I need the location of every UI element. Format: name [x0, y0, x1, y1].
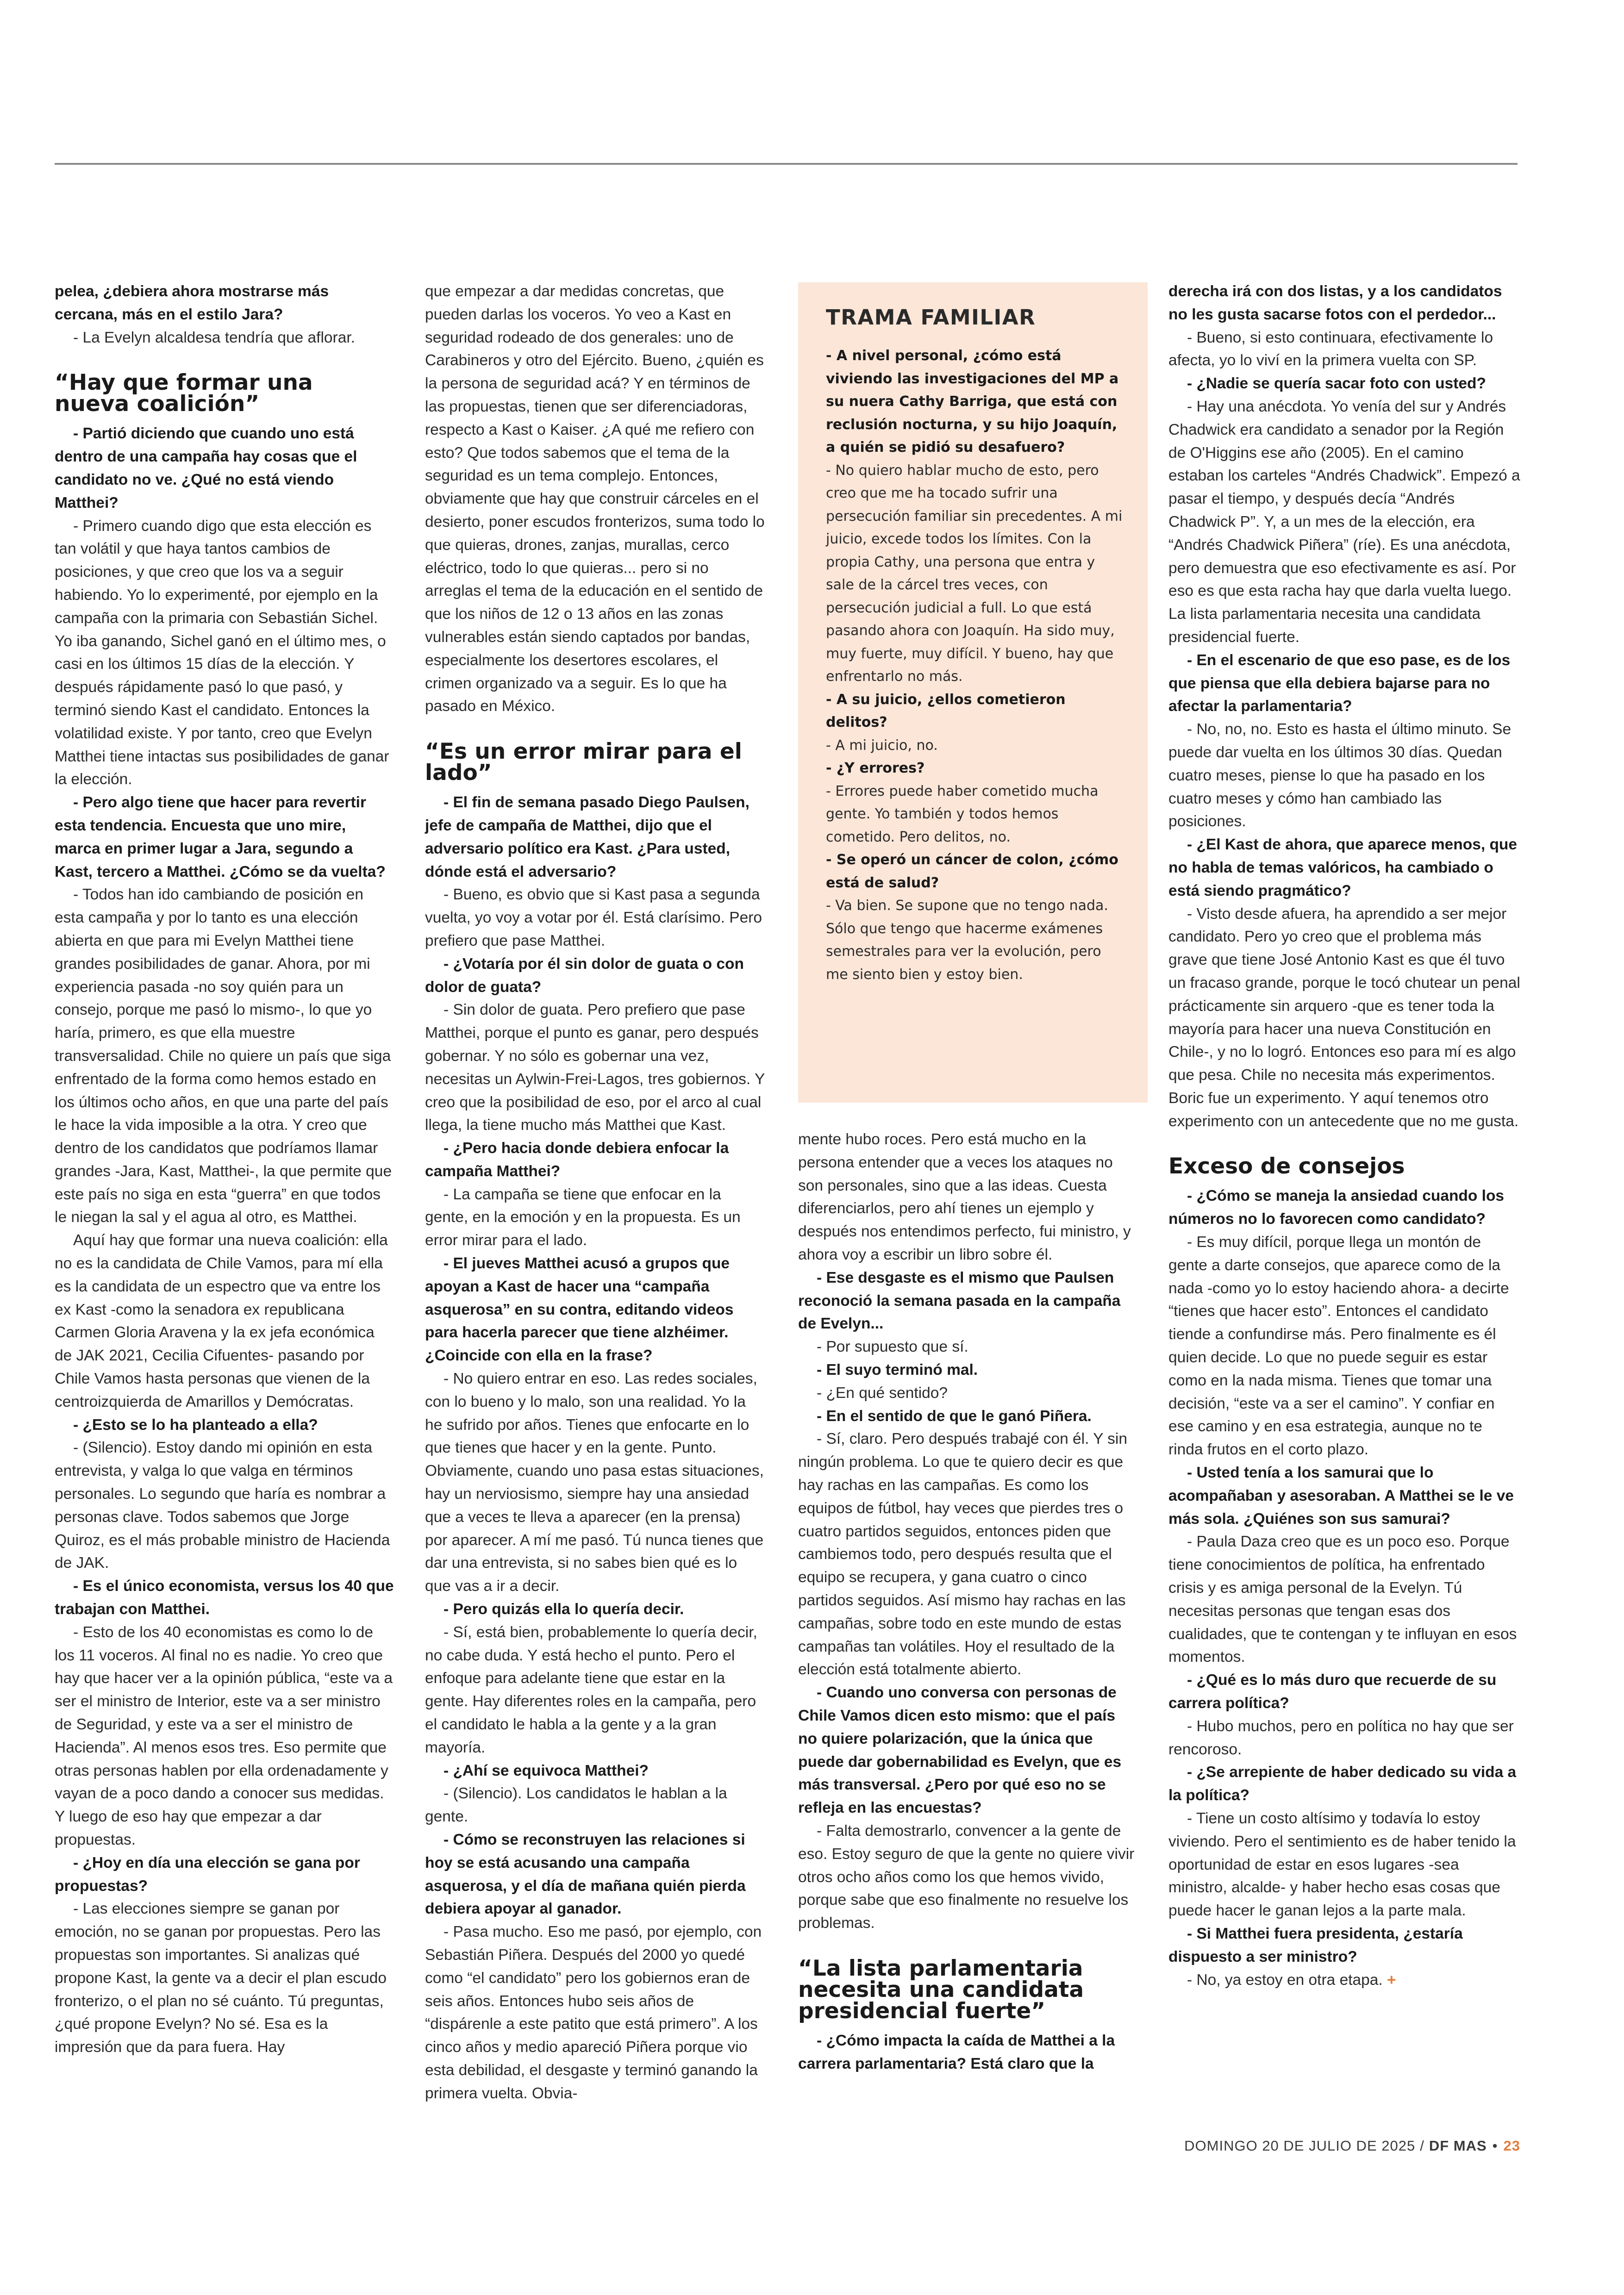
question: - Ese desgaste es el mismo que Paulsen reconoció la semana pasada en la campaña de Evelyn... [798, 1269, 1121, 1333]
answer: - Por supuesto que sí. [817, 1338, 968, 1356]
answer: - Primero cuando digo que esta elección es tan volátil y que haya tantos cambios de posiciones, y que creo que los va a seguir habiendo. Yo lo experimenté, por ejemplo en la campaña con la primaria con Sebastián Sichel. Yo iba ganando, Sichel ganó en el último mes, o casi en los últimos 15 días de la elección. Y después rápidamente pasó lo que pasó, y terminó siendo Kast el candidato. Entonces la volatilidad existe. Y por tanto, creo que Evelyn Matthei tiene intactas sus posibilidades de ganar la elección. [55, 517, 389, 788]
footer-date: DOMINGO 20 DE JULIO DE 2025 [1184, 2138, 1416, 2154]
question: - ¿Y errores? [826, 760, 925, 776]
answer: - Errores puede haber cometido mucha gente. Yo también y todos hemos cometido. Pero delitos, no. [826, 783, 1099, 845]
question: - Partió diciendo que cuando uno está dentro de una campaña hay cosas que el candidato no ve. ¿Qué no está viendo Matthei? [55, 425, 357, 511]
question: - El suyo terminó mal. [817, 1361, 978, 1378]
question: - A su juicio, ¿ellos cometieron delitos? [826, 691, 1066, 730]
question: - Si Matthei fuera presidenta, ¿estaría dispuesto a ser ministro? [1168, 1925, 1463, 1965]
sidebar-body [826, 344, 1127, 986]
answer: - Bueno, es obvio que si Kast pasa a segunda vuelta, yo voy a votar por él. Está clarísimo. Pero prefiero que pase Matthei. [425, 886, 762, 949]
column-4 [1168, 280, 1520, 1991]
column-1 [55, 280, 395, 2059]
question: - Se operó un cáncer de colon, ¿cómo está de salud? [826, 852, 1118, 891]
answer: - Tiene un costo altísimo y todavía lo estoy viviendo. Pero el sentimiento es de haber tenido la oportunidad de estar en esos lugares -sea ministro, alcalde- y haber hecho esas cosas que puede hacer le ganan lejos a la parte mala. [1168, 1810, 1516, 1920]
section-heading: “Hay que formar una nueva coalición” [55, 370, 313, 417]
answer: - Sí, está bien, probablemente lo quería decir, no cabe duda. Y está hecho el punto. Pero el enfoque para adelante tiene que estar en la gente. Hay diferentes roles en la campaña, pero el candidato le habla a la gente y a la gran mayoría. [425, 1623, 757, 1756]
question: - ¿Qué es lo más duro que recuerde de su carrera política? [1168, 1671, 1497, 1712]
sidebar-trama-familiar [798, 282, 1148, 1103]
question: - El fin de semana pasado Diego Paulsen, jefe de campaña de Matthei, dijo que el adversario político era Kast. ¿Para usted, dónde está el adversario? [425, 794, 750, 880]
answer: - Paula Daza creo que es un poco eso. Porque tiene conocimientos de política, ha enfrentado crisis y es amiga personal de la Evelyn. Tú necesitas personas que tengan esas dos cualidades, que te contengan y te influyan en esos momentos. [1168, 1533, 1517, 1666]
answer: - Sí, claro. Pero después trabajé con él. Y sin ningún problema. Lo que te quiero decir es que hay rachas en las campañas. Es como los equipos de fútbol, hay veces que pierdes tres o cuatro partidos seguidos, entonces piden que cambiemos todo, pero después resulta que el equipo se recupera, y gana cuatro o cinco partidos seguidos. Así mismo hay rachas en las campañas, sobre todo en este mundo de estas campañas tan volátiles. Hoy el resultado de la elección está totalmente abierto. [798, 1430, 1127, 1678]
answer: - Hay una anécdota. Yo venía del sur y Andrés Chadwick era candidato a senador por la Región de O'Higgins ese año (2005). En el camino estaban los carteles “Andrés Chadwick”. Empezó a pasar el tiempo, y después decía “Andrés Chadwick P”. Y, a un mes de la elección, era “Andrés Chadwick Piñera” (ríe). Es una anécdota, pero demuestra que eso efectivamente es así. Por eso es que esta racha hay que darla vuelta luego. La lista parlamentaria necesita una candidata presidencial fuerte. [1168, 398, 1520, 646]
answer: - No quiero entrar en eso. Las redes sociales, con lo bueno y lo malo, son una realidad. Yo la he sufrido por años. Tienes que enfocarte en lo que tienes que hacer y en la gente. Punto. Obviamente, cuando uno pasa estas situaciones, hay un nerviosismo, siempre hay una ansiedad que a veces te lleva a aparecer (en la prensa) por aparecer. A mí me pasó. Tú nunca tienes que dar una entrevista, si no sabes bien qué es lo que vas a ir a decir. [425, 1370, 764, 1595]
answer: - No quiero hablar mucho de esto, pero creo que me ha tocado sufrir una persecución familiar sin precedentes. A mi juicio, excede todos los límites. Con la propia Cathy, una persona que entra y sale de la cárcel tres veces, con persecución judicial a full. Lo que está pasando ahora con Joaquín. Ha sido muy, muy fuerte, muy difícil. Y bueno, hay que enfrentarlo no más. [826, 462, 1123, 685]
answer: - Falta demostrarlo, convencer a la gente de eso. Estoy seguro de que la gente no quiere vivir otros ocho años como los que hemos vivido, porque sabe que eso finalmente no resuelve los problemas. [798, 1822, 1135, 1932]
answer: - Las elecciones siempre se ganan por emoción, no se ganan por propuestas. Pero las propuestas son importantes. Si analizas qué propone Kast, la gente va a decir el plan escudo fronterizo, o el plan no sé cuánto. Tú preguntas, ¿qué propone Evelyn? No sé. Esa es la impresión que da para fuera. Hay [55, 1900, 387, 2056]
answer: - (Silencio). Estoy dando mi opinión en esta entrevista, y valga lo que valga en términos personales. Lo segundo que haría es nombrar a personas clave. Todos sabemos que Jorge Quiroz, es el más probable ministro de Hacienda de JAK. [55, 1439, 390, 1572]
footer-separator: / [1420, 2138, 1424, 2154]
question: - En el escenario de que eso pase, es de los que piensa que ella debiera bajarse para no afectar la parlamentaria? [1168, 651, 1511, 715]
question: derecha irá con dos listas, y a los candidatos no les gusta sacarse fotos con el perdedor... [1168, 283, 1502, 323]
question: - Es el único economista, versus los 40 que trabajan con Matthei. [55, 1578, 394, 1618]
question: - En el sentido de que le ganó Piñera. [817, 1407, 1092, 1425]
answer: - Va bien. Se supone que no tengo nada. Sólo que tengo que hacerme exámenes semestrales para ver la evolución, pero me siento bien y estoy bien. [826, 898, 1108, 983]
question: - ¿El Kast de ahora, que aparece menos, que no habla de temas valóricos, ha cambiado o está siendo pragmático? [1168, 836, 1518, 899]
question: - Pero quizás ella lo quería decir. [443, 1601, 684, 1618]
answer: - Sin dolor de guata. Pero prefiero que pase Matthei, porque el punto es ganar, pero después gobernar. Y no sólo es gobernar una vez, necesitas un Aylwin-Frei-Lagos, tres gobiernos. Y creo que la posibilidad de eso, por el arco al cual llega, la tiene mucho más Matthei que Kast. [425, 1001, 765, 1134]
answer: - Es muy difícil, porque llega un montón de gente a darte consejos, que aparece como de la nada -como yo lo estoy haciendo ahora- a decirte “tienes que hacer esto”. Entonces el candidato tiende a confundirse más. Pero finalmente es él quien decide. Lo que no puede seguir es estar como en la nada misma. Tienes que tomar una decisión, “este va a ser el camino”. Y confiar en ese camino y en esa estrategia, aunque no te rinda frutos en el corto plazo. [1168, 1234, 1509, 1459]
question: - Pero algo tiene que hacer para revertir esta tendencia. Encuesta que uno mire, marca en primer lugar a Jara, segundo a Kast, tercero a Matthei. ¿Cómo se da vuelta? [55, 794, 386, 880]
question: - Cuando uno conversa con personas de Chile Vamos dicen esto mismo: que el país no quiere polarización, que la única que puede dar gobernabilidad es Evelyn, que es más transversal. ¿Pero por qué eso no se refleja en las encuestas? [798, 1684, 1122, 1817]
answer: Aquí hay que formar una nueva coalición: ella no es la candidata de Chile Vamos, para mí ella es la candidata de un espectro que va entre los ex Kast -como la senadora ex republicana Carmen Gloria Aravena y la ex jefa económica de JAK 2021, Cecilia Cifuentes- pasando por Chile Vamos hasta personas que vienen de la centroizquierda de Amarillos y Demócratas. [55, 1232, 388, 1410]
answer: - Bueno, si esto continuara, efectivamente lo afecta, yo lo viví en la primera vuelta con SP. [1168, 329, 1493, 369]
answer: - No, ya estoy en otra etapa. + [1187, 1971, 1396, 1989]
answer: - La Evelyn alcaldesa tendría que aflorar. [73, 329, 355, 346]
footer-dot: • [1492, 2138, 1498, 2154]
answer: - (Silencio). Los candidatos le hablan a la gente. [425, 1785, 727, 1826]
footer-publication: DF MAS [1429, 2138, 1487, 2154]
question: - ¿Pero hacia donde debiera enfocar la campaña Matthei? [425, 1140, 729, 1180]
section-heading: “La lista parlamentaria necesita una candidata presidencial fuerte” [798, 1955, 1084, 2024]
question: - ¿Cómo impacta la caída de Matthei a la carrera parlamentaria? Está claro que la [798, 2032, 1115, 2072]
question: - ¿Se arrepiente de haber dedicado su vida a la política? [1168, 1764, 1517, 1804]
answer: - A mi juicio, no. [826, 737, 938, 754]
question: - El jueves Matthei acusó a grupos que apoyan a Kast de hacer una “campaña asquerosa” en su contra, editando videos para hacerla parecer que tiene alzhéimer. ¿Coincide con ella en la frase? [425, 1255, 734, 1365]
question: pelea, ¿debiera ahora mostrarse más cercana, más en el estilo Jara? [55, 283, 329, 323]
question: - ¿Esto se lo ha planteado a ella? [73, 1416, 318, 1434]
question: - A nivel personal, ¿cómo está viviendo las investigaciones del MP a su nuera Cathy Barriga, que está con reclusión nocturna, y su hijo Joaquín, a quién se pidió su desafuero? [826, 348, 1119, 455]
question: - ¿Ahí se equivoca Matthei? [443, 1762, 649, 1779]
column-2 [425, 280, 765, 2105]
question: - ¿Hoy en día una elección se gana por propuestas? [55, 1854, 360, 1895]
top-rule [55, 163, 1518, 165]
answer: - Pasa mucho. Eso me pasó, por ejemplo, con Sebastián Piñera. Después del 2000 yo quedé como “el candidato” pero los gobiernos eran de seis años. Entonces hubo seis años de “dispárenle a este patito que está primero”. A los cinco años y medio apareció Piñera porque vio esta debilidad, el desgaste y terminó ganando la primera vuelta. Obvia- [425, 1923, 762, 2102]
question: - ¿Votaría por él sin dolor de guata o con dolor de guata? [425, 955, 744, 996]
answer: - Hubo muchos, pero en política no hay que ser rencoroso. [1168, 1717, 1514, 1758]
answer-continuation: mente hubo roces. Pero está mucho en la persona entender que a veces los ataques no son personales, sino que a las ideas. Cuesta diferenciarlos, pero ahí tienes un ejemplo y después nos entendimos perfecto, fui ministro, y ahora voy a escribir un libro sobre él. [798, 1131, 1131, 1263]
question: - ¿Nadie se quería sacar foto con usted? [1187, 375, 1486, 393]
answer: - No, no, no. Esto es hasta el último minuto. Se puede dar vuelta en los últimos 30 días. Quedan cuatro meses, piense lo que ha pasado en los cuatro meses y cómo han cambiado las posiciones. [1168, 721, 1512, 830]
column-3 [798, 1128, 1138, 2075]
section-heading: Exceso de consejos [1168, 1154, 1405, 1179]
answer: - Todos han ido cambiando de posición en esta campaña y por lo tanto es una elección abierta en que para mi Evelyn Matthei tiene grandes posibilidades de ganar. Ahora, por mi experiencia pasada -no soy quién para un consejo, porque me pasó lo mismo-, lo que yo haría, primero, es que ella muestre transversalidad. Chile no quiere un país que siga enfrentado de la forma como hemos estado en los últimos ocho años, en que una parte del país le hace la vida imposible a la otra. Y creo que dentro de los candidatos que podríamos llamar grandes -Jara, Kast, Matthei-, la que permite que este país no siga en esta “guerra” en que todos le niegan la sal y el agua al otro, es Matthei. [55, 886, 392, 1226]
question: - ¿Cómo se maneja la ansiedad cuando los números no lo favorecen como candidato? [1168, 1187, 1505, 1228]
answer-continuation: que empezar a dar medidas concretas, que pueden darlas los voceros. Yo veo a Kast en seguridad rodeado de dos generales: uno de Carabineros y otro del Ejército. Bueno, ¿quién es la persona de seguridad acá? Y en términos de las propuestas, tienen que ser diferenciadoras, respecto a Kast o Kaiser. ¿A qué me refiero con esto? Que todos sabemos que el tema de la seguridad es un tema complejo. Entonces, obviamente que hay que construir cárceles en el desierto, poner escudos fronterizos, suma todo lo que quieras, drones, zanjas, murallas, cerco eléctrico, todo lo que quieras... pero si no arreglas el tema de la educación en el sentido de que los niños de 12 o 13 años en las zonas vulnerables están siendo captados por bandas, especialmente los desertores escolares, el crimen organizado va a seguir. Es lo que ha pasado en México. [425, 283, 765, 715]
page-footer [1168, 2138, 1520, 2154]
page-number: 23 [1503, 2138, 1520, 2154]
answer: - Esto de los 40 economistas es como lo de los 11 voceros. Al final no es nadie. Yo creo que hay que hacer ver a la opinión pública, “este va a ser el ministro de Interior, este va a ser ministro de Seguridad, y este va a ser el ministro de Hacienda”. Al menos esos tres. Eso permite que otras personas hablen por ella ordenadamente y vayan de a poco dando a conocer sus medidas. Y luego de eso hay que empezar a dar propuestas. [55, 1623, 393, 1848]
section-heading: “Es un error mirar para el lado” [425, 739, 742, 786]
answer: - La campaña se tiene que enfocar en la gente, en la emoción y en la propuesta. Es un error mirar para el lado. [425, 1185, 741, 1249]
answer: - Visto desde afuera, ha aprendido a ser mejor candidato. Pero yo creo que el problema más grave que tiene José Antonio Kast es que él tuvo un fracaso grande, porque le tocó chutear un penal prácticamente sin arquero -que es tener toda la mayoría para hacer una nueva Constitución en Chile-, y no lo logró. Entonces eso para mí es algo que pesa. Chile no necesita más experimentos. Boric fue un experimento. Y aquí tenemos otro experimento con un antecedente que no me gusta. [1168, 905, 1520, 1130]
answer: - ¿En qué sentido? [817, 1384, 948, 1402]
sidebar-title: TRAMA FAMILIAR [826, 305, 1036, 330]
end-mark: + [1382, 1971, 1396, 1989]
question: - Usted tenía a los samurai que lo acompañaban y asesoraban. A Matthei se le ve más sola. ¿Quiénes son sus samurai? [1168, 1464, 1514, 1528]
question: - Cómo se reconstruyen las relaciones si hoy se está acusando una campaña asquerosa, y el día de mañana quién pierda debiera apoyar al ganador. [425, 1831, 746, 1918]
